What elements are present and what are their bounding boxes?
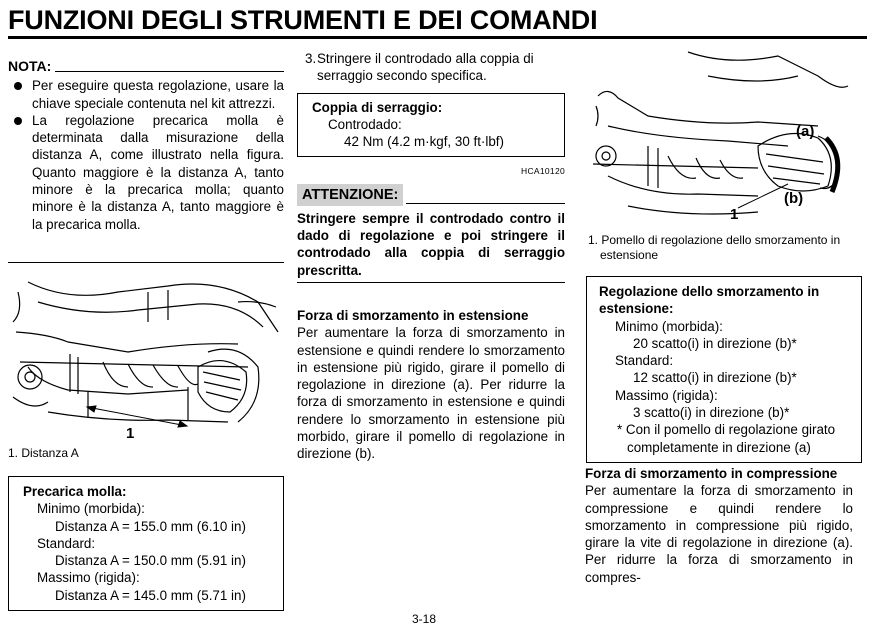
attention-rule bbox=[406, 203, 565, 204]
figure-callout: 1 bbox=[126, 425, 135, 442]
direction-a-label: (a) bbox=[796, 123, 815, 140]
page-title: FUNZIONI DEGLI STRUMENTI E DEI COMANDI bbox=[8, 5, 598, 35]
figure-caption: 1. Pomello di regolazione dello smorzamento in estensione bbox=[588, 233, 841, 262]
middle-column bbox=[297, 50, 565, 463]
note-label: NOTA: bbox=[8, 58, 52, 74]
figure-caption: 1. Distanza A bbox=[8, 446, 79, 460]
compression-section bbox=[585, 465, 853, 586]
title-rule bbox=[8, 36, 867, 39]
spec-value: 12 scatto(i) in direzione (b)* bbox=[633, 370, 797, 386]
direction-b-label: (b) bbox=[784, 190, 804, 207]
note-rule bbox=[55, 71, 284, 72]
spec-label: Standard: bbox=[37, 535, 96, 551]
note-heading bbox=[8, 58, 284, 75]
box-heading: Precarica molla: bbox=[23, 484, 127, 499]
note-bullet: Per eseguire questa regolazione, usare la chiave speciale contenuta nel kit attrezzi. bbox=[8, 77, 284, 112]
left-column bbox=[8, 58, 284, 233]
reference-code: HCA10120 bbox=[521, 166, 565, 177]
step-3 bbox=[297, 50, 565, 85]
spec-label: Massimo (rigida): bbox=[37, 570, 140, 586]
spec-value: Distanza A = 145.0 mm (5.71 in) bbox=[55, 587, 246, 603]
compression-heading: Forza di smorzamento in compressione bbox=[585, 466, 838, 481]
compression-text: Per aumentare la forza di smorzamento in compressione e quindi rendere lo smorzamento in compressione più rigido, girare la vite di regolazione in direzione (a). Per ridurre la forza di smorzamento in compres- bbox=[585, 483, 853, 585]
spec-value: Distanza A = 155.0 mm (6.10 in) bbox=[55, 518, 246, 534]
attention-heading bbox=[297, 184, 565, 206]
spec-value: 3 scatto(i) in direzione (b)* bbox=[633, 405, 790, 421]
note-separator bbox=[8, 262, 284, 263]
spec-value: Distanza A = 150.0 mm (5.91 in) bbox=[55, 553, 246, 569]
spec-value: 20 scatto(i) in direzione (b)* bbox=[633, 335, 797, 351]
torque-box bbox=[297, 93, 565, 158]
spring-preload-figure bbox=[8, 272, 284, 442]
note-list bbox=[8, 77, 284, 233]
rebound-damping-box bbox=[586, 276, 862, 463]
step-text: Stringere il controdado alla coppia di serraggio secondo specifica. bbox=[317, 51, 534, 84]
attention-label: ATTENZIONE: bbox=[297, 184, 403, 206]
page-number: 3-18 bbox=[412, 612, 437, 626]
torque-item: Controdado: bbox=[328, 116, 402, 132]
rebound-heading: Forza di smorzamento in estensione bbox=[297, 307, 529, 323]
box-heading: Regolazione dello smorzamento in estensione: bbox=[599, 284, 820, 317]
spec-label: Massimo (rigida): bbox=[615, 387, 718, 403]
spec-label: Standard: bbox=[615, 353, 674, 369]
rebound-text: Per aumentare la forza di smorzamento in estensione e quindi rendere lo smorzamento in estensione più rigido, girare il pomello di regolazione in direzione (a). Per ridurre la forza di smorzamento in estensione e quindi rendere lo smorzamento in estensione più morbido, girare il pomello di regolazione in direzione (b). bbox=[297, 325, 565, 462]
rebound-knob-figure bbox=[588, 46, 860, 226]
torque-value: 42 Nm (4.2 m·kgf, 30 ft·lbf) bbox=[344, 134, 504, 150]
spring-preload-box bbox=[8, 476, 284, 611]
spec-label: Minimo (morbida): bbox=[37, 501, 145, 517]
spec-label: Minimo (morbida): bbox=[615, 318, 723, 334]
figure-callout: 1 bbox=[730, 206, 739, 223]
box-heading: Coppia di serraggio: bbox=[312, 99, 443, 115]
attention-text: Stringere sempre il controdado contro il dado di regolazione e poi stringere il controdado alla coppia di serraggio prescritta. bbox=[297, 210, 565, 278]
step-number: 3. bbox=[305, 51, 317, 66]
attention-separator bbox=[297, 282, 565, 283]
spec-note: * Con il pomello di regolazione girato completamente in direzione (a) bbox=[617, 422, 836, 455]
note-bullet: La regolazione precarica molla è determinata dalla misurazione della distanza A, come illustrato nella figura. Quanto maggiore è la distanza A, tanto minore è la precarica molla; quanto minore è la distanza A, tanto maggiore è la precarica molla. bbox=[8, 112, 284, 233]
